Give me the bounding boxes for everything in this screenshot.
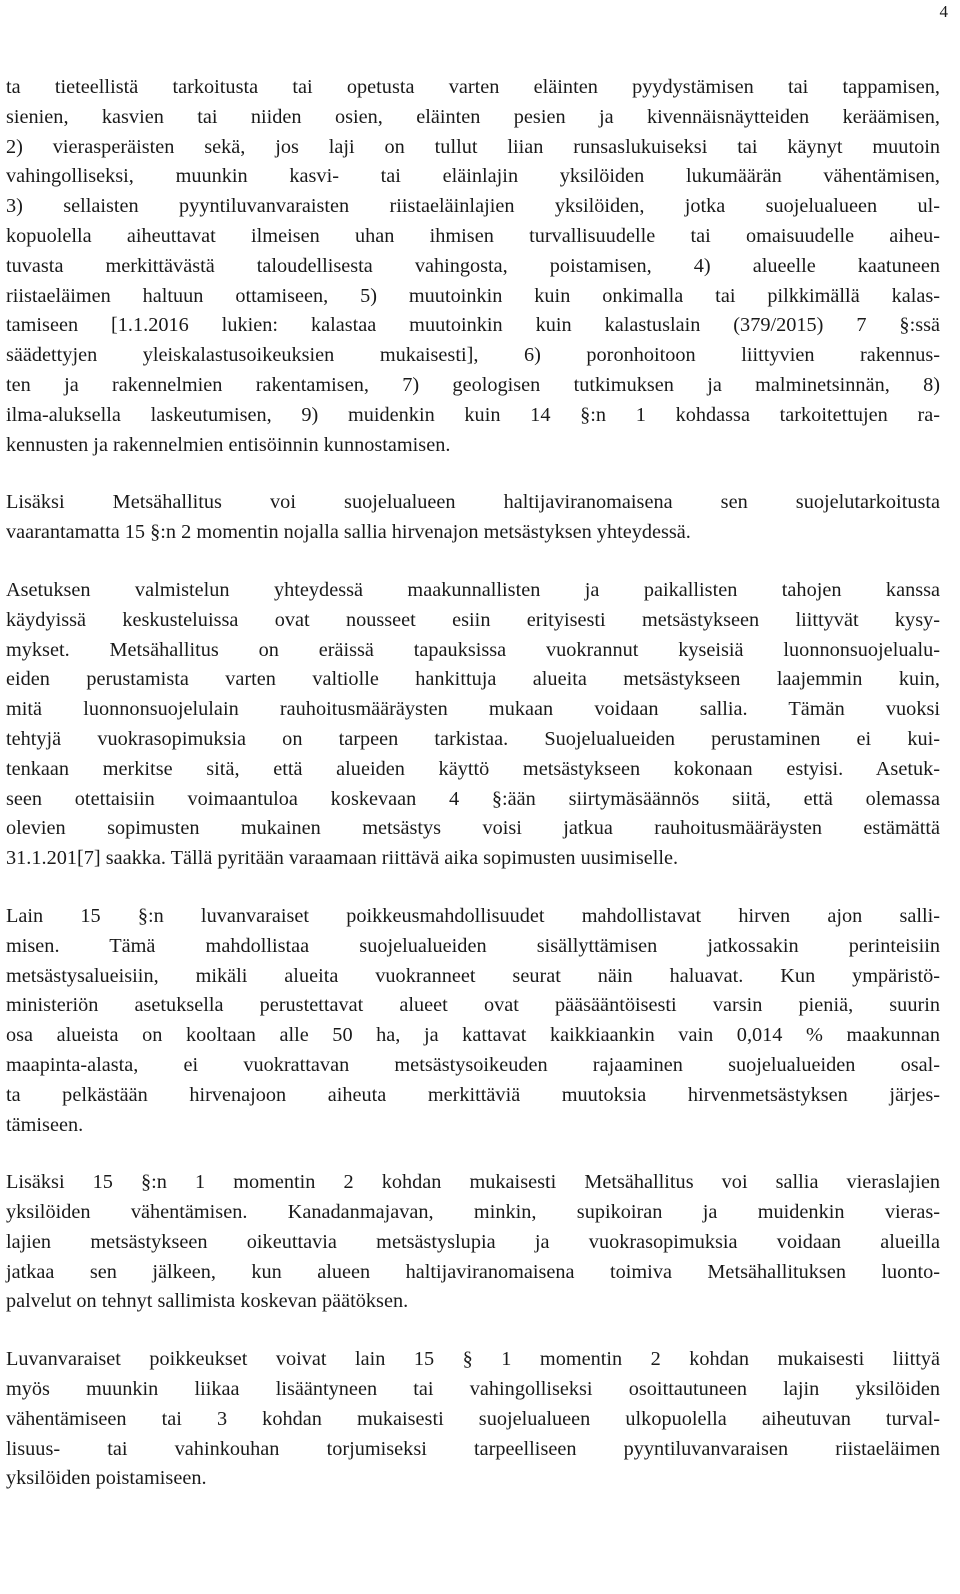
text-line: mitä luonnonsuojelulain rauhoitusmääräysten mukaan voidaan sallia. Tämän vuoksi bbox=[6, 698, 940, 721]
text-line: tämiseen. bbox=[6, 1113, 84, 1136]
text-line: yksilöiden poistamiseen. bbox=[6, 1467, 207, 1490]
paragraph bbox=[6, 73, 940, 460]
text-line: lisuus- tai vahinkouhan torjumiseksi tarpeelliseen pyyntiluvanvaraisen riistaeläimen bbox=[6, 1437, 940, 1460]
text-line: maapinta-alasta, ei vuokrattavan metsästysoikeuden rajaaminen suojelualueiden osal- bbox=[6, 1053, 940, 1076]
paragraph bbox=[6, 1345, 940, 1494]
text-line: ta tieteellistä tarkoitusta tai opetusta varten eläinten pyydystämisen tai tappamisen, bbox=[6, 76, 940, 98]
text-line: käydyissä keskusteluissa ovat nousseet esiin erityisesti metsästykseen liittyvät kysy- bbox=[6, 608, 940, 631]
paragraph-gap bbox=[6, 548, 940, 576]
paragraph-gap bbox=[6, 874, 940, 902]
text-line: kopuolella aiheuttavat ilmeisen uhan ihmisen turvallisuudelle tai omaisuudelle aiheu- bbox=[6, 224, 940, 247]
text-line: säädettyjen yleiskalastusoikeuksien mukaisesti], 6) poronhoitoon liittyvien rakennus- bbox=[6, 344, 940, 367]
text-line: Lain 15 §:n luvanvaraiset poikkeusmahdollisuudet mahdollistavat hirven ajon salli- bbox=[6, 904, 940, 927]
text-line: jatkaa sen jälkeen, kun alueen haltijaviranomaisena toimiva Metsähallituksen luonto- bbox=[6, 1260, 940, 1283]
paragraph bbox=[6, 576, 940, 874]
text-line: ilma-aluksella laskeutumisen, 9) muidenkin kuin 14 §:n 1 kohdassa tarkoitettujen ra- bbox=[6, 403, 940, 426]
text-line: sienien, kasvien tai niiden osien, eläinten pesien ja kivennäisnäytteiden keräämisen, bbox=[6, 105, 940, 128]
text-line: Lisäksi 15 §:n 1 momentin 2 kohdan mukaisesti Metsähallitus voi sallia vieraslajien bbox=[6, 1171, 940, 1194]
text-line: yksilöiden vähentämisen. Kanadanmajavan, minkin, supikoiran ja muidenkin vieras- bbox=[6, 1201, 940, 1224]
text-line: mykset. Metsähallitus on eräissä tapauksissa vuokrannut kyseisiä luonnonsuojelualu- bbox=[6, 638, 940, 661]
text-line: vaarantamatta 15 §:n 2 momentin nojalla sallia hirvenajon metsästyksen yhteydessä. bbox=[6, 521, 691, 544]
text-line: osa alueista on kooltaan alle 50 ha, ja kattavat kaikkiaankin vain 0,014 % maakunnan bbox=[6, 1024, 940, 1047]
text-line: vahingolliseksi, muunkin kasvi- tai eläinlajin yksilöiden lukumäärän vähentämisen, bbox=[6, 165, 940, 188]
paragraph-gap bbox=[6, 460, 940, 488]
text-line: misen. Tämä mahdollistaa suojelualueiden sisällyttämisen jatkossakin perinteisiin bbox=[6, 934, 940, 957]
text-line: myös muunkin liikaa lisääntyneen tai vahingolliseksi osoittautuneen lajin yksilöiden bbox=[6, 1378, 940, 1401]
text-line: olevien sopimusten mukainen metsästys voisi jatkua rauhoitusmääräysten estämättä bbox=[6, 817, 940, 840]
paragraph bbox=[6, 1168, 940, 1317]
text-line: 31.1.201[7] saakka. Tällä pyritään varaamaan riittävä aika sopimusten uusimiselle. bbox=[6, 847, 679, 870]
text-line: tuvasta merkittävästä taloudellisesta vahingosta, poistamisen, 4) alueelle kaatuneen bbox=[6, 254, 940, 277]
paragraph-gap bbox=[6, 1317, 940, 1345]
text-line: kennusten ja rakennelmien entisöinnin kunnostamisen. bbox=[6, 433, 451, 456]
text-line: eiden perustamista varten valtiolle hankittuja alueita metsästykseen laajemmin kuin, bbox=[6, 668, 940, 691]
page-number: 4 bbox=[939, 2, 948, 21]
text-line: 2) vierasperäisten sekä, jos laji on tullut liian runsaslukuiseksi tai käynyt muutoin bbox=[6, 135, 940, 158]
text-line: vähentämiseen tai 3 kohdan mukaisesti suojelualueen ulkopuolella aiheutuvan turval- bbox=[6, 1407, 940, 1430]
text-line: Luvanvaraiset poikkeukset voivat lain 15 § 1 momentin 2 kohdan mukaisesti liittyä bbox=[6, 1348, 940, 1371]
text-line: riistaeläimen haltuun ottamiseen, 5) muutoinkin kuin onkimalla tai pilkkimällä kalas- bbox=[6, 284, 940, 307]
text-line: tamiseen [1.1.2016 lukien: kalastaa muutoinkin kuin kalastuslain (379/2015) 7 §:ssä bbox=[6, 314, 940, 337]
text-line: metsästysalueisiin, mikäli alueita vuokranneet seurat näin haluavat. Kun ympäristö- bbox=[6, 964, 940, 987]
text-line: tehtyjä vuokrasopimuksia on tarpeen tarkistaa. Suojelualueiden perustaminen ei kui- bbox=[6, 727, 940, 750]
text-line: Lisäksi Metsähallitus voi suojelualueen haltijaviranomaisena sen suojelutarkoitusta bbox=[6, 491, 940, 514]
paragraph bbox=[6, 488, 940, 548]
document-body bbox=[6, 73, 940, 1494]
paragraph bbox=[6, 902, 940, 1140]
text-line: lajien metsästykseen oikeuttavia metsästyslupia ja vuokrasopimuksia voidaan alueilla bbox=[6, 1230, 940, 1253]
text-line: ministeriön asetuksella perustettavat alueet ovat pääsääntöisesti varsin pieniä, suurin bbox=[6, 994, 940, 1017]
text-line: seen otettaisiin voimaantuloa koskevaan 4 §:ään siirtymäsäännös siitä, että olemassa bbox=[6, 787, 940, 810]
text-line: Asetuksen valmistelun yhteydessä maakunnallisten ja paikallisten tahojen kanssa bbox=[6, 578, 940, 601]
text-line: 3) sellaisten pyyntiluvanvaraisten riistaeläinlajien yksilöiden, jotka suojelualueen ul- bbox=[6, 195, 940, 218]
text-line: ta pelkästään hirvenajoon aiheuta merkittäviä muutoksia hirvenmetsästyksen järjes- bbox=[6, 1083, 940, 1106]
text-line: ten ja rakennelmien rakentamisen, 7) geologisen tutkimuksen ja malminetsinnän, 8) bbox=[6, 373, 940, 396]
text-line: tenkaan merkitse sitä, että alueiden käyttö metsästykseen kokonaan estyisi. Asetuk- bbox=[6, 757, 940, 780]
paragraph-gap bbox=[6, 1140, 940, 1168]
text-line: palvelut on tehnyt sallimista koskevan päätöksen. bbox=[6, 1290, 409, 1313]
